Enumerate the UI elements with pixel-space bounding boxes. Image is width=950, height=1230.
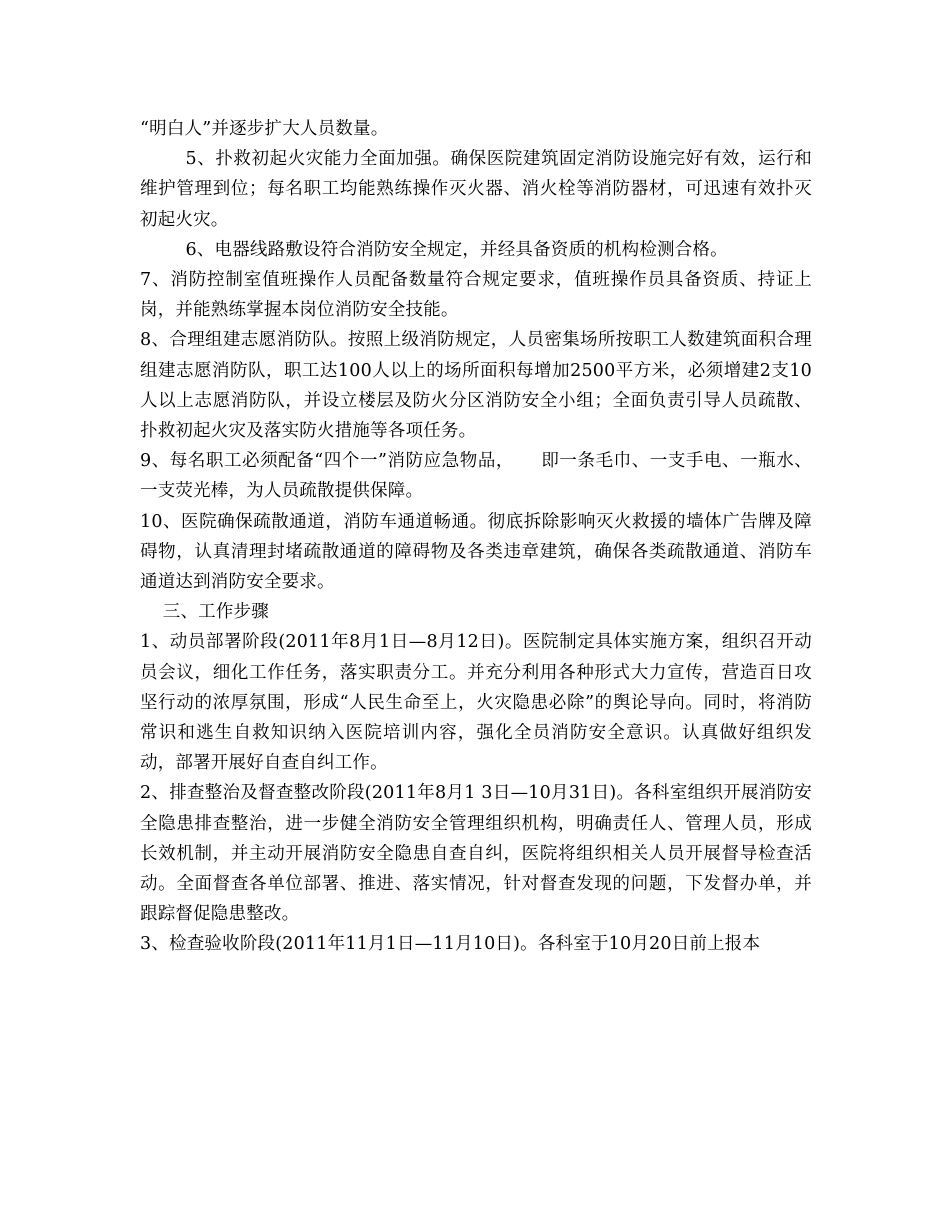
paragraph-item-5: 5、扑救初起火灾能力全面加强。确保医院建筑固定消防设施完好有效，运行和维护管理到位；每名职工均能熟练操作灭火器、消火栓等消防器材，可迅速有效扑灭初起火灾。 xyxy=(140,149,812,230)
paragraph-item-8: 8、合理组建志愿消防队。按照上级消防规定，人员密集场所按职工人数建筑面积合理组建志愿消防队，职工达100人以上的场所面积每增加2500平方米，必须增建2支10人以上志愿消防队，并设立楼层及防火分区消防安全小组；全面负责引导人员疏散、扑救初起火灾及落实防火措施等各项任务。 xyxy=(140,330,812,442)
paragraph-item-6: 6、电器线路敷设符合消防安全规定，并经具备资质的机构检测合格。 xyxy=(185,239,728,260)
section-heading-work-steps: 三、工作步骤 xyxy=(162,602,269,623)
paragraph-item-9: 9、每名职工必须配备“四个一”消防应急物品， 即一条毛巾、一支手电、一瓶水、一支荧光棒，为人员疏散提供保障。 xyxy=(140,451,812,502)
paragraph-item-7: 7、消防控制室值班操作人员配备数量符合规定要求，值班操作员具备资质、持证上岗，并能熟练掌握本岗位消防安全技能。 xyxy=(140,270,812,321)
paragraph-1: “明白人”并逐步扩大人员数量。 xyxy=(140,119,389,139)
paragraph-step-1: 1、动员部署阶段(2011年8月1日—8月12日)。医院制定具体实施方案，组织召开动员会议，细化工作任务，落实职责分工。并充分利用各种形式大力宣传，营造百日攻坚行动的浓厚氛围，形成“人民生命至上，火灾隐患必除”的舆论导向。同时，将消防常识和逃生自救知识纳入医院培训内容，强化全员消防安全意识。认真做好组织发动，部署开展好自查自纠工作。 xyxy=(140,632,812,774)
paragraph-step-3: 3、检查验收阶段(2011年11月1日—11月10日)。各科室于10月20日前上报本 xyxy=(140,934,761,955)
paragraph-step-2: 2、排查整治及督查整改阶段(2011年8月1 3日—10月31日)。各科室组织开展消防安全隐患排查整治，进一步健全消防安全管理组织机构，明确责任人、管理人员，形成长效机制，并主动开展消防安全隐患自查自纠，医院将组织相关人员开展督导检查活动。全面督查各单位部署、推进、落实情况，针对督查发现的问题，下发督办单，并跟踪督促隐患整改。 xyxy=(140,783,812,925)
paragraph-item-10: 10、医院确保疏散通道，消防车通道畅通。彻底拆除影响灭火救援的墙体广告牌及障碍物，认真清理封堵疏散通道的障碍物及各类违章建筑，确保各类疏散通道、消防车通道达到消防安全要求。 xyxy=(140,511,812,593)
document-page xyxy=(140,114,812,960)
